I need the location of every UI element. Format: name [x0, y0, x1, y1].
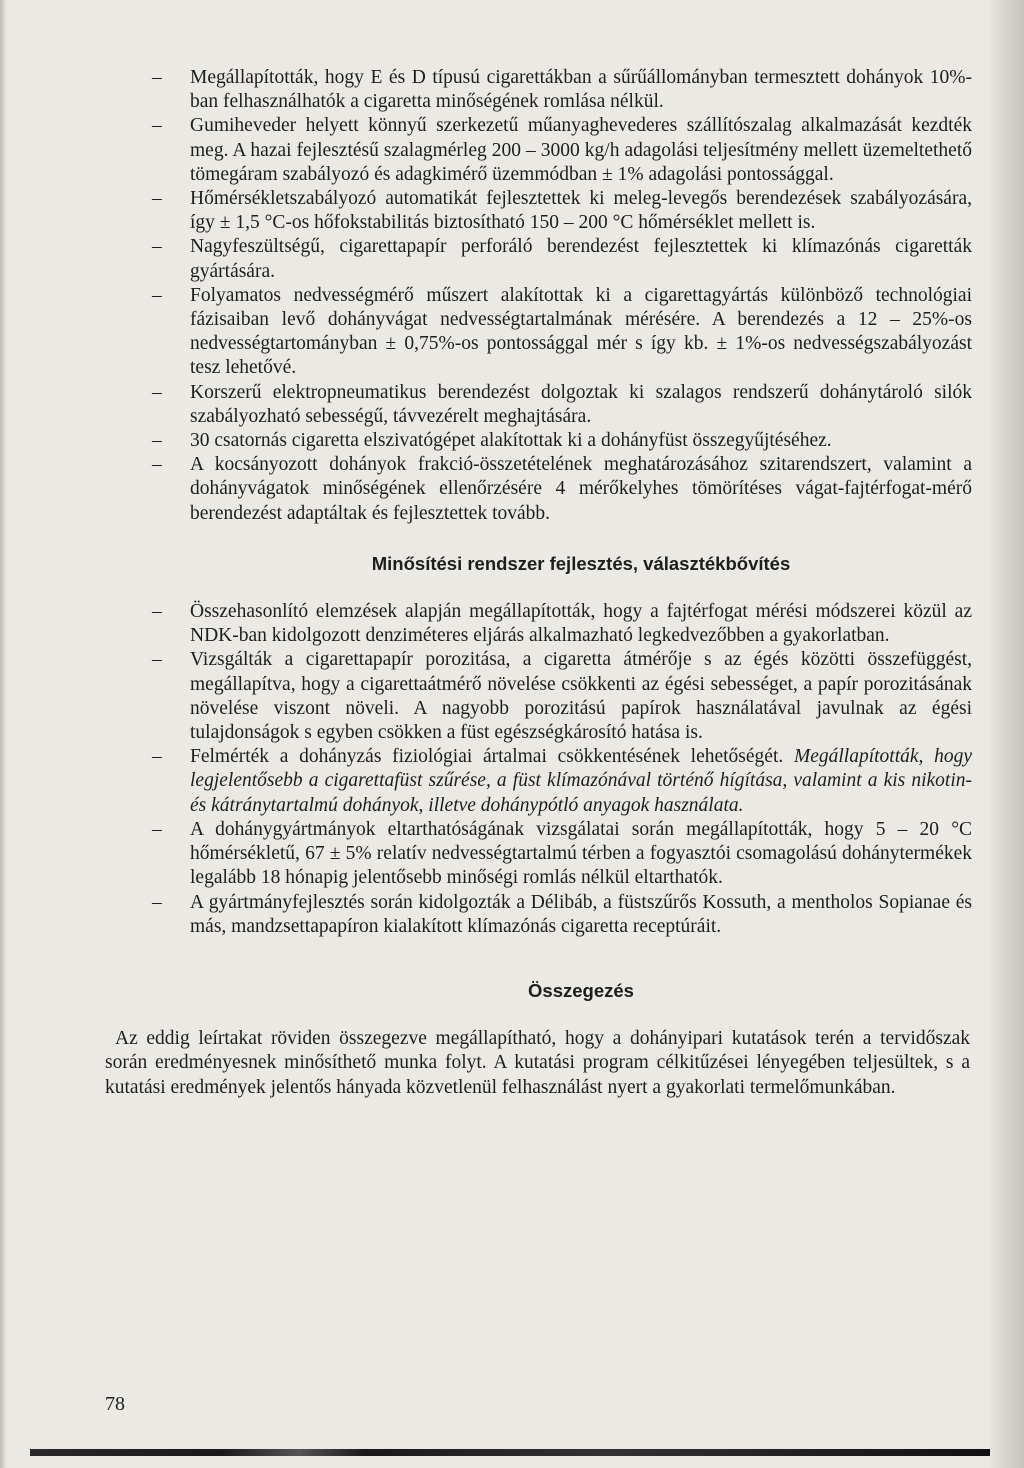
list-item [150, 891, 972, 939]
dash-marker: – [152, 649, 162, 671]
list-item [150, 114, 972, 187]
dash-marker: – [152, 601, 162, 623]
dash-marker: – [152, 115, 162, 137]
list-item-text: A gyártmányfejlesztés során kidolgozták a Délibáb, a füstszűrős Kossuth, a mentholos Sopianae és más, mandzsettapapíron kialakított klímazónás cigaretta receptúráit. [190, 891, 972, 937]
list-item-text: Nagyfeszültségű, cigarettapapír perforáló berendezést fejlesztettek ki klímazónás cigaretták gyártására. [190, 236, 972, 282]
dash-marker: – [152, 381, 162, 403]
dash-marker: – [152, 236, 162, 258]
list-item-text: A kocsányozott dohányok frakció-összetételének meghatározásához szitarendszert, valamint a dohányvágatok minőségének ellenőrzésére 4 mérőkelyhes tömörítéses vágat-fajtérfogat-mérő berendezést adaptáltak és fejlesztettek tovább. [190, 454, 972, 524]
list-item [150, 453, 972, 526]
list-item-text: Hőmérsékletszabályozó automatikát fejlesztettek ki meleg-levegős berendezések szabályozására, így ± 1,5 °C-os hőfokstabilitás biztosítható 150 – 200 °C hőmérséklet mellett is. [190, 188, 972, 234]
list-item [150, 745, 972, 818]
list-item [150, 429, 972, 453]
list-item [150, 818, 972, 891]
list-item-text: 30 csatornás cigaretta elszivatógépet alakítottak ki a dohányfüst összegyűjtéséhez. [190, 430, 832, 452]
list-item-text: Felmérték a dohányzás fiziológiai ártalmai csökkentésének lehetőségét. [190, 746, 784, 768]
summary-paragraph: Az eddig leírtakat röviden összegezve megállapítható, hogy a dohányipari kutatások terén a tervidőszak során eredményesnek minősíthető munka folyt. A kutatási program célkitűzései lényegében teljesültek, s a kutatási eredmények jelentős hányada közvetlenül felhasználást nyert a gyakorlati termelőmunkában. [105, 1028, 970, 1098]
dash-marker: – [152, 454, 162, 476]
quality-system-list [150, 600, 972, 939]
page-right-edge-shadow [990, 0, 1024, 1468]
dash-marker: – [152, 746, 162, 768]
page-content [105, 66, 973, 1119]
dash-marker: – [152, 67, 162, 88]
list-item [150, 235, 972, 283]
page-number: 78 [105, 1393, 125, 1415]
list-item-text: Folyamatos nedvességmérő műszert alakítottak ki a cigarettagyártás különböző technológiai fázisaiban levő dohányvágat nedvességtartalmának mérésére. A berendezés a 12 – 25%-os nedvességtartományban ± 0,75%-os pontossággal mér s így kb. ± 1%-os nedvességszabályozást tesz lehetővé. [190, 284, 972, 379]
list-item-text: Gumiheveder helyett könnyű szerkezetű műanyaghevederes szállítószalag alkalmazását kezdték meg. A hazai fejlesztésű szalagmérleg 200 – 3000 kg/h adagolási teljesítmény mellett üzemeltethető tömegáram szabályozó és adagkimérő üzemmódban ± 1% adagolási pontossággal. [190, 115, 972, 185]
list-item-text: Vizsgálták a cigarettapapír porozitása, a cigaretta átmérője s az égés közötti összefüggést, megállapítva, hogy a cigarettaátmérő növelése csökkenti az égési sebességet, a papír porozitásának növelése viszont növeli. A nagyobb porozitású papírok használatával javulnak az égési tulajdonságok s egyben csökken a füst egészségkárosító hatása is. [190, 649, 972, 744]
list-item-text: Összehasonlító elemzések alapján megállapították, hogy a fajtérfogat mérési módszerei közül az NDK-ban kidolgozott denziméteres eljárás alkalmazható legkedvezőbben a gyakorlatban. [190, 601, 972, 647]
list-item [150, 284, 972, 381]
section-heading: Minősítési rendszer fejlesztés, választékbővítés [371, 552, 791, 574]
list-item-text: A dohánygyártmányok eltarthatóságának vizsgálatai során megállapították, hogy 5 – 20 °C hőmérsékletű, 67 ± 5% relatív nedvességtartalmú térben a fogyasztói csomagolású dohánytermékek legalább 18 hónapig jelentősebb minőségi romlás nélkül eltarthatók. [190, 818, 972, 889]
list-item-text: Korszerű elektropneumatikus berendezést dolgoztak ki szalagos rendszerű dohánytároló silók szabályozható sebességű, távvezérelt meghajtására. [190, 381, 972, 427]
dash-marker: – [152, 188, 162, 210]
list-item [150, 381, 972, 429]
list-item-italic-text: Megállapították, hogy legjelentősebb a cigarettafüst szűrése, a füst klímazónával történő hígítása, valamint a kis nikotin- és kátránytartalmú dohányok, illetve dohánypótló anyagok használata. [190, 746, 973, 816]
list-item [150, 600, 972, 648]
list-item [150, 648, 972, 745]
dash-marker: – [152, 430, 162, 452]
dash-marker: – [152, 818, 162, 840]
list-item-text: Megállapították, hogy E és D típusú cigarettákban a sűrűállományban termesztett dohányok 10%-ban felhasználhatók a cigaretta minőségének romlása nélkül. [190, 67, 972, 113]
dash-marker: – [152, 284, 162, 306]
list-item [150, 66, 972, 114]
page-left-edge [0, 0, 6, 1468]
research-results-list [150, 66, 972, 526]
section-heading-summary: Összegezés [528, 979, 634, 1001]
scan-bottom-edge [30, 1449, 990, 1456]
list-item [150, 187, 972, 235]
dash-marker: – [152, 891, 162, 913]
